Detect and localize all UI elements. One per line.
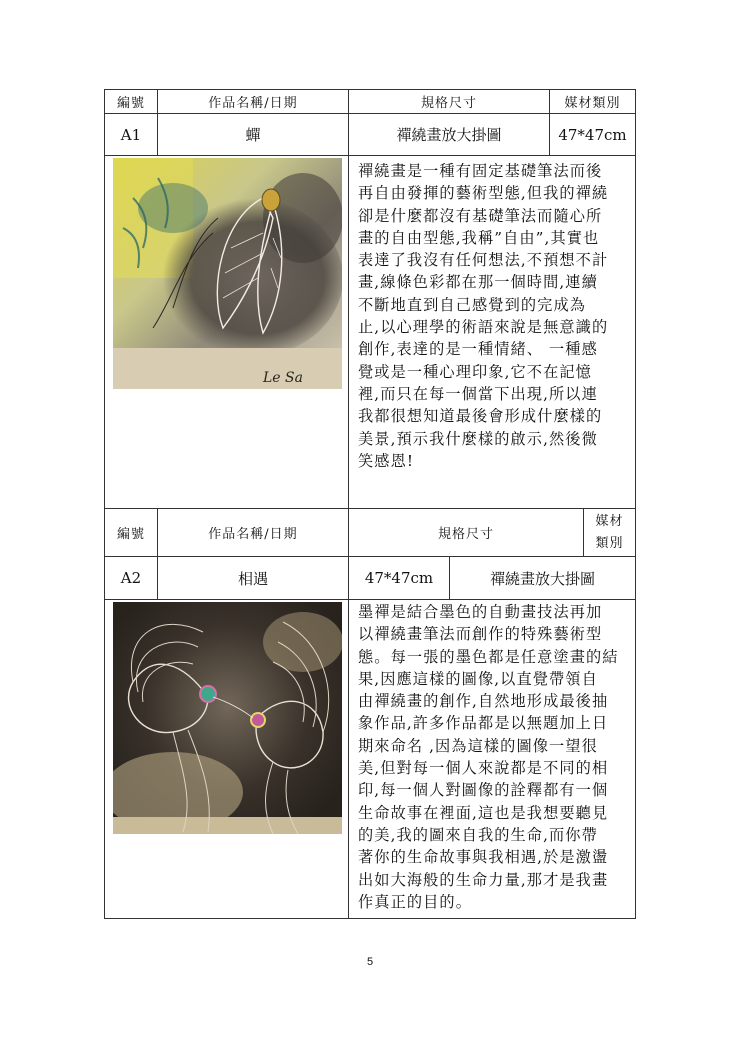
description-line: 創作,表達的是一種情緒、 一種感 xyxy=(358,340,598,359)
artwork-number: A1 xyxy=(120,125,142,144)
artwork-size: 禪繞畫放大掛圖 xyxy=(396,126,502,144)
header-media xyxy=(584,509,635,556)
header-title: 作品名稱/日期 xyxy=(208,527,298,542)
description-line: 卻是什麼都沒有基礎筆法而隨心所 xyxy=(358,206,603,225)
header-no: 編號 xyxy=(116,96,145,111)
description-line: 裡,而只在每一個當下出現,所以連 xyxy=(358,384,598,403)
artwork-title: 蟬 xyxy=(245,126,261,144)
artwork-media: 禪繞畫放大掛圖 xyxy=(489,569,595,588)
description-line: 表達了我沒有任何想法,不預想不計 xyxy=(358,251,609,270)
header-media: 媒材類別 xyxy=(564,96,621,111)
header-no: 編號 xyxy=(116,527,145,542)
artwork-image-encounter xyxy=(113,602,342,834)
header-media-line: 媒材 xyxy=(595,513,624,529)
header-size: 規格尺寸 xyxy=(420,96,477,111)
description-line: 再自由發揮的藝術型態,但我的禪繞 xyxy=(358,184,609,203)
description-line: 美景,預示我什麼樣的啟示,然後微 xyxy=(358,429,598,448)
artwork-size: 47*47cm xyxy=(364,569,434,587)
description-line: 墨禪是結合墨色的自動畫技法再加 xyxy=(358,603,603,621)
description-line: 我都很想知道最後會形成什麼樣的 xyxy=(358,407,603,426)
description-line: 作真正的目的。 xyxy=(358,892,473,911)
artwork-number: A2 xyxy=(120,569,142,587)
description-line: 出如大海般的生命力量,那才是我畫 xyxy=(358,870,609,889)
description-line: 不斷地直到自己感覺到的完成為 xyxy=(358,295,587,314)
header-media-line: 類別 xyxy=(595,535,624,551)
signature-text: Le Sa xyxy=(263,370,303,386)
description-line: 果,因應這樣的圖像,以直覺帶領自 xyxy=(358,669,598,688)
page-number: 5 xyxy=(366,956,374,968)
description-line: 態。每一張的墨色都是任意塗畫的結 xyxy=(358,647,619,666)
description-line: 畫的自由型態,我稱”自由”,其實也 xyxy=(358,228,600,247)
header-title: 作品名稱/日期 xyxy=(208,96,298,111)
description-line: 禪繞畫是一種有固定基礎筆法而後 xyxy=(358,162,603,180)
artwork-title: 相遇 xyxy=(237,569,268,588)
description-line: 由禪繞畫的創作,自然地形成最後抽 xyxy=(358,692,609,711)
description-line: 期來命名 ,因為這樣的圖像一望很 xyxy=(358,736,598,755)
description-line: 生命故事在裡面,這也是我想要聽見 xyxy=(358,803,609,822)
artwork-media: 47*47cm xyxy=(558,125,627,144)
description-line: 美,但對每一個人來說都是不同的相 xyxy=(358,759,609,778)
description-line: 象作品,許多作品都是以無題加上日 xyxy=(358,714,609,733)
artwork-description xyxy=(358,160,634,472)
description-line: 著你的生命故事與我相遇,於是激盪 xyxy=(358,848,609,867)
artwork-description xyxy=(358,601,634,913)
description-line: 以禪繞畫筆法而創作的特殊藝術型 xyxy=(358,625,603,644)
description-line: 覺或是一種心理印象,它不在記憶 xyxy=(358,362,592,381)
header-size: 規格尺寸 xyxy=(437,527,494,542)
description-line: 畫,線條色彩都在那一個時間,連續 xyxy=(358,273,598,292)
description-line: 印,每一個人對圖像的詮釋都有一個 xyxy=(358,781,609,800)
description-line: 的美,我的圖來自我的生命,而你帶 xyxy=(358,825,598,844)
artwork-image-cicada xyxy=(113,158,342,389)
description-line: 笑感恩! xyxy=(358,451,415,470)
description-line: 止,以心理學的術語來說是無意識的 xyxy=(358,318,609,337)
